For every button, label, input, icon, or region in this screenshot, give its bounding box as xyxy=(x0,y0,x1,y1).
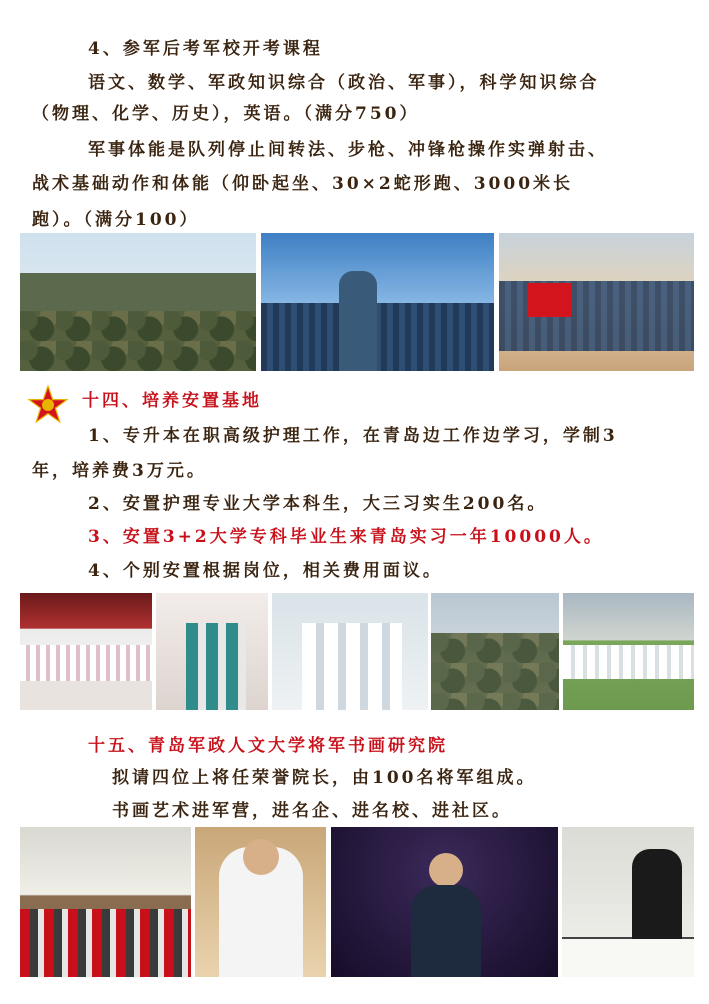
photo-nurses-in-hallway xyxy=(156,593,268,710)
photo-troops-with-red-flag xyxy=(499,233,694,371)
section15-heading: 十五、青岛军政人文大学将军书画研究院 xyxy=(88,736,448,756)
photo-general-singing-on-stage xyxy=(331,827,558,977)
section4-line: （物理、化学、历史），英语。（满分750） xyxy=(32,104,420,124)
section4-line: 战术基础动作和体能（仰卧起坐、30×2蛇形跑、3000米长 xyxy=(32,174,574,194)
photo-general-writing-calligraphy xyxy=(562,827,694,977)
section14-item: 4、个别安置根据岗位，相关费用面议。 xyxy=(88,561,443,581)
photo-military-parade-vehicles xyxy=(20,233,256,371)
section14-item-highlight: 3、安置3+2大学专科毕业生来青岛实习一年10000人。 xyxy=(88,527,604,547)
section14-item: 2、安置护理专业大学本科生，大三习实生200名。 xyxy=(88,494,548,514)
section14-item: 年，培养费3万元。 xyxy=(32,461,207,481)
section14-item: 1、专升本在职高级护理工作，在青岛边工作边学习，学制3 xyxy=(88,426,618,446)
red-star-emblem-icon xyxy=(28,385,68,425)
photo-officer-addressing-troops xyxy=(261,233,494,371)
section4-line: 军事体能是队列停止间转法、步枪、冲锋枪操作实弹射击、 xyxy=(88,140,608,160)
section4-line: 语文、数学、军政知识综合（政治、军事），科学知识综合 xyxy=(88,73,600,93)
photo-art-exhibition-group xyxy=(20,827,191,977)
section14-heading: 十四、培养安置基地 xyxy=(82,391,262,411)
photo-nurses-day-event-stage xyxy=(20,593,152,710)
photo-soldiers-medical-training xyxy=(431,593,559,710)
section4-heading: 4、参军后考军校开考课程 xyxy=(88,39,323,59)
section15-line: 书画艺术进军营，进名企、进名校、进社区。 xyxy=(112,801,512,821)
section4-line: 跑）。（满分100） xyxy=(32,210,200,230)
section15-line: 拟请四位上将任荣誉院长，由100名将军组成。 xyxy=(112,768,537,788)
photo-nurses-group-outdoor xyxy=(563,593,694,710)
photo-naval-general-calligraphy xyxy=(195,827,326,977)
photo-nurses-at-patient-bedside xyxy=(272,593,428,710)
